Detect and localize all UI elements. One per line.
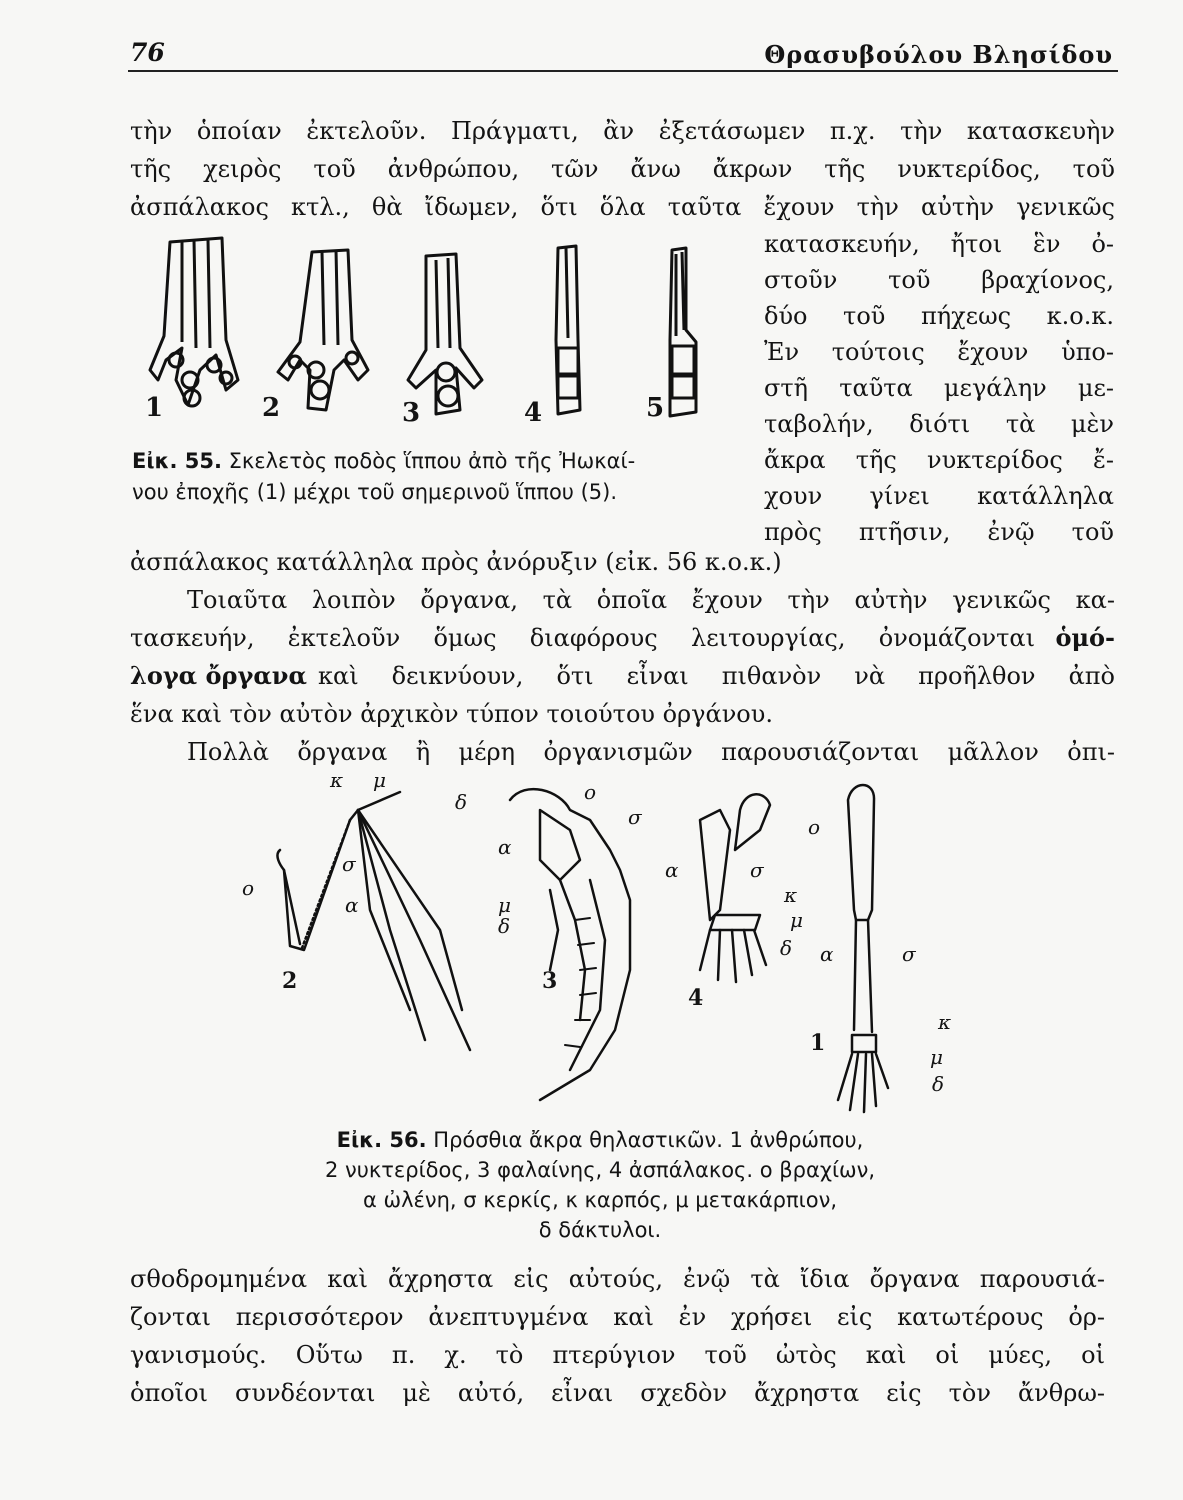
bold-term-part2: λογα ὄργανα (130, 661, 307, 690)
text-line: σθοδρομημένα καὶ ἄχρηστα εἰς αὐτούς, ἐνῷ τὰ ἴδια ὄργανα παρουσιά- (130, 1265, 1105, 1293)
paragraph-top (130, 112, 1115, 232)
text-line: ζονται περισσότερον ἀνεπτυγμένα καὶ ἐν χρήσει εἰς κατωτέρους ὀρ- (130, 1303, 1105, 1331)
fig56-letter-k-human: κ (938, 1010, 952, 1034)
text-line: Τοιαῦτα λοιπὸν ὄργανα, τὰ ὁποῖα ἔχουν τὴν αὐτὴν γενικῶς κα- (187, 586, 1115, 614)
fig56-caption (220, 1125, 980, 1245)
text-line: ἀσπάλακος κατάλληλα πρὸς ἀνόρυξιν (εἰκ. 56 κ.ο.κ.) (130, 548, 782, 576)
text-line: ἕνα καὶ τὸν αὐτὸν ἀρχικὸν τύπον τοιούτου ὀργάνου. (130, 700, 773, 728)
fig56-letter-mu-whale: μ (498, 893, 511, 917)
text-line: τῆς χειρὸς τοῦ ἀνθρώπου, τῶν ἄνω ἄκρων τῆς νυκτερίδος, τοῦ (130, 155, 1115, 183)
fig56-caption-line3: α ὠλένη, σ κερκίς, κ καρπός, μ μετακάρπιον, (362, 1188, 838, 1212)
fig56-caption-line4: δ δάκτυλοι. (538, 1218, 662, 1242)
fig56-letter-delta-mole: δ (780, 936, 793, 960)
fig56-letter-alpha-bat: α (345, 893, 359, 917)
fig55-caption-line2: νου ἐποχῆς (1) μέχρι τοῦ σημερινοῦ ἵππου (5). (132, 480, 618, 504)
horse-foot-4 (556, 246, 580, 414)
page-number: 76 (130, 38, 165, 67)
text-line: Πολλὰ ὄργανα ἢ μέρη ὀργανισμῶν παρουσιάζονται μᾶλλον ὀπι- (187, 738, 1115, 766)
fig56-letter-delta-whale: δ (498, 914, 511, 938)
horse-foot-2 (278, 250, 368, 410)
fig56-caption-label: Εἰκ. 56. (336, 1128, 427, 1152)
fig56-caption-line2: 2 νυκτερίδος, 3 φαλαίνης, 4 ἀσπάλακος. ο βραχίων, (324, 1158, 876, 1182)
fig56-number-3: 3 (542, 968, 558, 994)
fig55-caption-line1: Σκελετὸς ποδὸς ἵππου ἀπὸ τῆς Ἠωκαί- (228, 449, 636, 473)
fig56-letter-k-mole: κ (784, 883, 798, 907)
text-line: καὶ δεικνύουν, ὅτι εἶναι πιθανὸν νὰ προῆλθον ἀπὸ (318, 662, 1115, 690)
whale-flipper (510, 789, 630, 1100)
horse-foot-5 (670, 248, 696, 416)
fig56-letter-alpha-mole: α (665, 858, 679, 882)
fig55-label-3: 3 (402, 398, 421, 428)
paragraph-right-column (764, 225, 1114, 565)
fig55-label-1: 1 (145, 393, 164, 423)
text-line: ὁποῖοι συνδέονται μὲ αὐτό, εἶναι σχεδὸν ἄχρηστα εἰς τὸν ἄνθρω- (130, 1379, 1105, 1407)
text-line: δύο τοῦ πήχεως κ.ο.κ. (764, 302, 1114, 330)
text-line: τασκευήν, ἐκτελοῦν ὅμως διαφόρους λειτουργίας, ὀνομάζονται (130, 624, 1035, 652)
fig56-letter-omicron-whale: ο (584, 780, 597, 804)
running-title: Θρασυβούλου Βλησίδου (764, 40, 1113, 69)
fig56-caption-line1: Πρόσθια ἄκρα θηλαστικῶν. 1 ἀνθρώπου, (433, 1128, 864, 1152)
text-line: γανισμούς. Οὕτω π. χ. τὸ πτερύγιον τοῦ ὠτὸς καὶ οἱ μύες, οἱ (130, 1341, 1105, 1369)
fig56-letter-sigma-human: σ (902, 942, 916, 966)
bold-term-part1: ὁμό- (1055, 623, 1115, 652)
fig56-letter-delta-human: δ (932, 1072, 945, 1096)
fig56-letter-mu-human: μ (930, 1045, 943, 1069)
text-line: Ἐν τούτοις ἔχουν ὑπο- (764, 338, 1114, 366)
fig56-letter-alpha-human: α (820, 942, 834, 966)
text-line: στοῦν τοῦ βραχίονος, (764, 266, 1114, 294)
bat-wing (277, 792, 470, 1050)
fig56-letter-sigma-bat: σ (342, 852, 356, 876)
text-line: χουν γίνει κατάλληλα (764, 482, 1114, 510)
fig56-letter-k-bat: κ (330, 768, 344, 792)
fig55-caption (132, 446, 635, 508)
fig55-caption-label: Εἰκ. 55. (132, 449, 222, 473)
paragraph-middle (130, 543, 1115, 766)
human-arm (838, 785, 888, 1112)
text-line: τὴν ὁποίαν ἐκτελοῦν. Πράγματι, ἂν ἐξετάσωμεν π.χ. τὴν κατασκευὴν (130, 117, 1115, 145)
fig56-letter-omicron-mole: ο (808, 815, 821, 839)
figure-56-mammal-forelimbs (240, 770, 960, 1120)
horse-foot-1 (150, 238, 238, 406)
fig55-label-4: 4 (524, 398, 543, 428)
fig55-label-2: 2 (262, 393, 281, 423)
fig56-letter-omicron-bat: ο (242, 876, 255, 900)
mole-forelimb (700, 794, 770, 982)
fig56-letter-delta-bat: δ (455, 790, 468, 814)
text-line: ἄκρα τῆς νυκτερίδος ἔ- (764, 446, 1114, 474)
fig56-number-4: 4 (688, 985, 704, 1011)
fig56-letter-mu-bat: μ (373, 768, 386, 792)
fig56-letter-sigma-mole: σ (750, 858, 764, 882)
fig56-letter-mu-mole: μ (790, 908, 803, 932)
paragraph-bottom (130, 1260, 1105, 1420)
text-line: ταβολήν, διότι τὰ μὲν (764, 410, 1114, 438)
text-line: πρὸς πτῆσιν, ἐνῷ τοῦ (764, 518, 1114, 546)
text-line: στῆ ταῦτα μεγάλην με- (764, 374, 1114, 402)
fig55-label-5: 5 (646, 393, 665, 423)
text-line: ἀσπάλακος κτλ., θὰ ἴδωμεν, ὅτι ὅλα ταῦτα ἔχουν τὴν αὐτὴν γενικῶς (130, 193, 1115, 221)
fig56-number-1: 1 (810, 1030, 826, 1056)
fig56-letter-alpha-whale: α (498, 835, 512, 859)
fig56-number-2: 2 (282, 968, 298, 994)
text-line: κατασκευήν, ἤτοι ἓν ὀ- (764, 230, 1114, 258)
fig56-letter-sigma-whale: σ (628, 805, 642, 829)
horse-foot-3 (408, 254, 482, 414)
header-rule (128, 70, 1118, 72)
